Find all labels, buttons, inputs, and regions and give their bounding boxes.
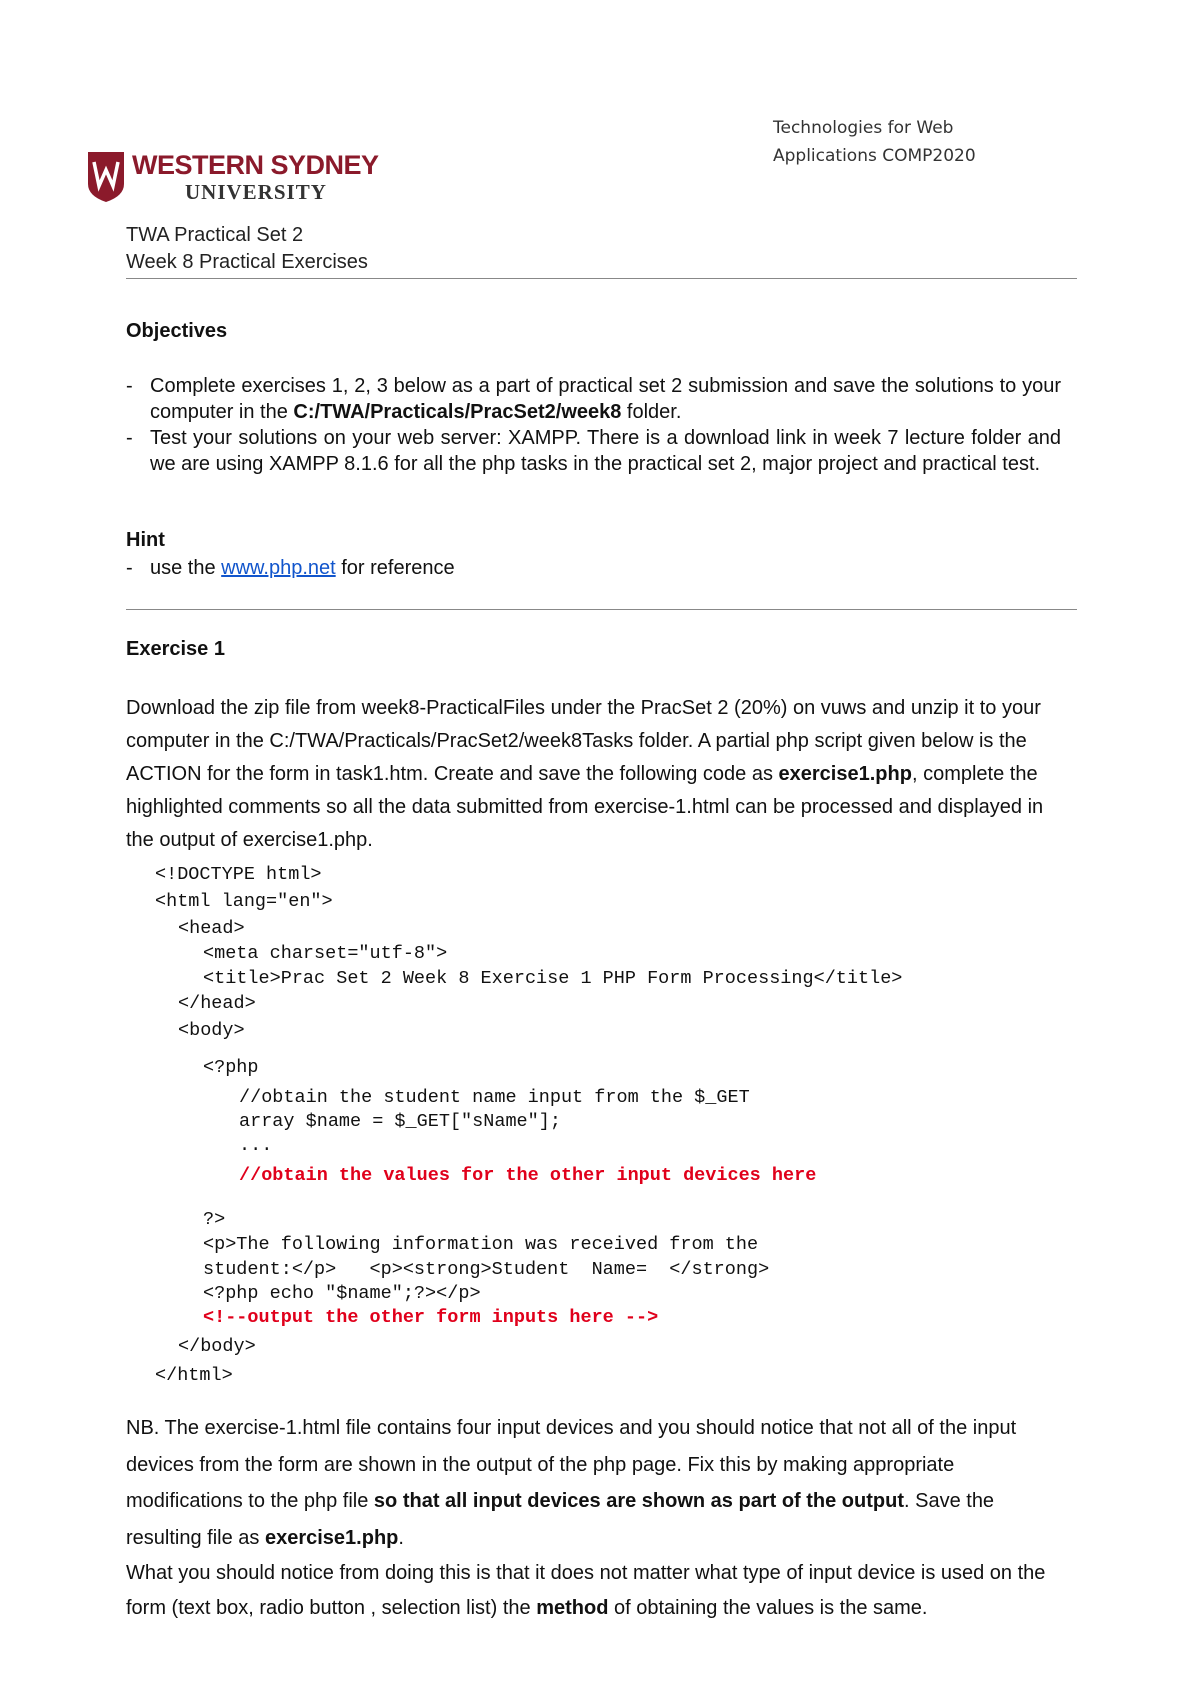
code-line: student:</p> <p><strong>Student Name= </strong> [203, 1259, 770, 1280]
php-net-link[interactable]: www.php.net [221, 557, 336, 579]
nb-paragraph: NB. The exercise-1.html file contains four input devices and you should notice that not all of the input devices from the form are shown in the output of the php page. Fix this by making appropriate modifications to the php file so that all input devices are shown as part of the output. Save the resulting file as exercise1.php. [126, 1417, 1017, 1549]
code-line: <?php echo "$name";?></p> [203, 1283, 481, 1304]
hint-list [126, 555, 1061, 581]
shield-icon [88, 152, 124, 202]
code-line: </head> [178, 993, 256, 1014]
code-line: </html> [155, 1365, 233, 1386]
code-line: <body> [178, 1020, 245, 1041]
code-line: <p>The following information was received from the [203, 1234, 759, 1255]
code-line: <html lang="en"> [155, 891, 333, 912]
list-item: - Complete exercises 1, 2, 3 below as a part of practical set 2 submission and save the solutions to your computer in the C:/TWA/Practicals/PracSet2/week8 folder. [126, 375, 1061, 423]
course-line-2: Applications COMP2020 [773, 146, 976, 166]
university-logo [88, 150, 388, 206]
list-item: - use the www.php.net for reference [126, 557, 455, 579]
document-header [126, 222, 368, 276]
logo-subtext: UNIVERSITY [185, 180, 327, 204]
divider [126, 609, 1077, 610]
code-line: <!DOCTYPE html> [155, 864, 322, 885]
code-line: array $name = $_GET["sName"]; [239, 1111, 561, 1132]
course-line-1: Technologies for Web [773, 118, 954, 138]
course-name [773, 114, 976, 170]
page-title: TWA Practical Set 2 [126, 224, 304, 246]
exercise1-intro: Download the zip file from week8-PracticalFiles under the PracSet 2 (20%) on vuws and unzip it to your computer in the C:/TWA/Practicals/PracSet2/week8Tasks folder. A partial php script given below is the ACTION for the form in task1.htm. Create and save the following code as exercise1.php, complete the highlighted comments so all the data submitted from exercise-1.html can be processed and displayed in the output of exercise1.php. [126, 697, 1044, 851]
code-line: </body> [178, 1336, 256, 1357]
objectives-heading: Objectives [126, 320, 228, 342]
divider [126, 278, 1077, 279]
code-line: <title>Prac Set 2 Week 8 Exercise 1 PHP Form Processing</title> [203, 968, 903, 989]
logo-wordmark: WESTERN SYDNEY [132, 150, 379, 180]
code-line: <head> [178, 918, 245, 939]
code-line: ... [239, 1135, 273, 1156]
page-subtitle: Week 8 Practical Exercises [126, 251, 368, 273]
objectives-list [126, 373, 1061, 477]
code-line: //obtain the student name input from the $_GET [239, 1087, 750, 1108]
code-comment-highlight: //obtain the values for the other input devices here [239, 1165, 817, 1186]
code-line: <?php [203, 1057, 259, 1078]
exercise1-heading: Exercise 1 [126, 638, 225, 660]
code-line: ?> [203, 1209, 226, 1230]
code-line: <meta charset="utf-8"> [203, 943, 448, 964]
code-comment-highlight: <!--output the other form inputs here --> [203, 1307, 659, 1328]
list-item: - Test your solutions on your web server: XAMPP. There is a download link in week 7 lecture folder and we are using XAMPP 8.1.6 for all the php tasks in the practical set 2, major project and practical test. [126, 427, 1061, 475]
hint-heading: Hint [126, 529, 165, 551]
notice-paragraph: What you should notice from doing this is that it does not matter what type of input device is used on the form (text box, radio button , selection list) the method of obtaining the values is the same. [126, 1562, 1046, 1619]
